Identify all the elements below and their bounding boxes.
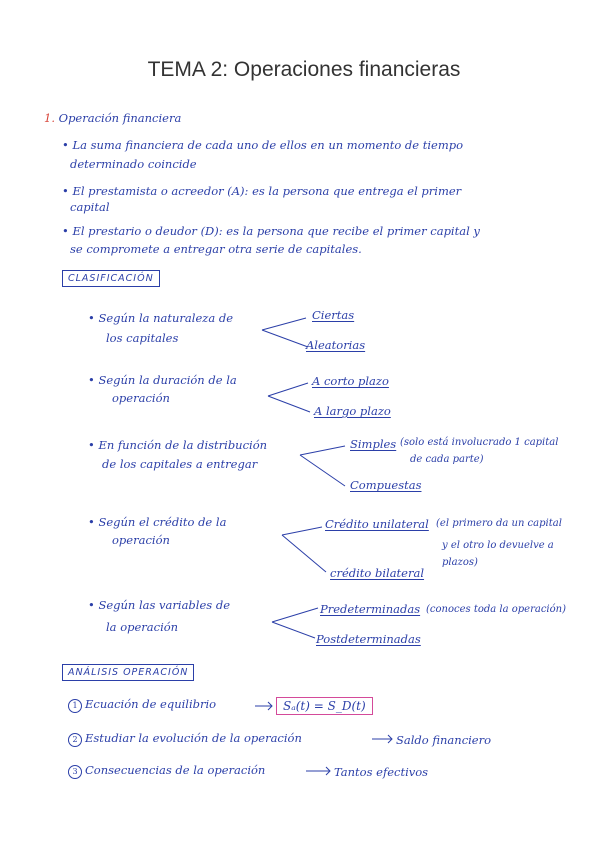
page-title: TEMA 2: Operaciones financieras [147,58,461,81]
item-number-3: 3 [68,765,82,779]
bullet-1-line-1: • La suma financiera de cada uno de ellos en un momento de tiempo [62,138,464,152]
group-4-note-line-1: (el primero da un capital [436,518,562,529]
item-number-2: 2 [68,733,82,747]
group-5-option-2: Postdeterminadas [316,632,421,646]
group-3-option-2: Compuestas [350,478,422,492]
group-2-line-2: operación [112,391,170,405]
analysis-item-1: 1 Ecuación de equilibrio [68,697,216,713]
group-2-line-1: • Según la duración de la [88,373,237,387]
group-5-option-1: Predeterminadas [320,602,421,616]
analysis-result-2: Saldo financiero [396,733,492,747]
group-1-line-1: • Según la naturaleza de [88,311,234,325]
group-3-note-line-2: de cada parte) [410,454,484,465]
group-1-option-2: Aleatorias [306,338,366,352]
bullet-1-line-2: determinado coincide [70,157,197,171]
group-5-note-line-1: (conoces toda la operación) [426,604,566,615]
bullet-2-line-1: • El prestamista o acreedor (A): es la persona que entrega el primer [62,184,462,198]
group-4-note-line-2: y el otro lo devuelve a [442,540,554,551]
group-4-line-2: operación [112,533,170,547]
group-3-note-line-1: (solo está involucrado 1 capital [400,437,559,448]
group-4-note-line-3: plazos) [442,557,478,568]
group-4-line-1: • Según el crédito de la [88,515,227,529]
analysis-result-3: Tantos efectivos [334,765,429,779]
section-title: Operación financiera [58,111,182,125]
bullet-3-line-1: • El prestario o deudor (D): es la persona que recibe el primer capital y [62,224,480,238]
group-5-line-2: la operación [106,620,179,634]
group-3-line-1: • En función de la distribución [88,438,268,452]
group-2-option-1: A corto plazo [312,374,389,388]
group-3-line-2: de los capitales a entregar [102,457,258,471]
bullet-2-line-2: capital [70,200,110,214]
analisis-label: ANÁLISIS OPERACIÓN [62,664,194,681]
equilibrium-equation: Sₐ(t) = S_D(t) [276,697,373,715]
group-4-option-2: crédito bilateral [330,566,425,580]
group-5-line-1: • Según las variables de [88,598,230,612]
group-3-option-1: Simples [350,437,397,451]
analysis-item-3: 3 Consecuencias de la operación [68,763,265,779]
group-1-option-1: Ciertas [312,308,355,322]
group-2-option-2: A largo plazo [314,404,391,418]
section-number: 1. [44,111,55,125]
item-number-1: 1 [68,699,82,713]
bullet-3-line-2: se compromete a entregar otra serie de capitales. [70,242,362,256]
analysis-item-2: 2 Estudiar la evolución de la operación [68,731,302,747]
clasificacion-label: CLASIFICACIÓN [62,270,160,287]
group-4-option-1: Crédito unilateral [325,517,429,531]
group-1-line-2: los capitales [106,331,179,345]
